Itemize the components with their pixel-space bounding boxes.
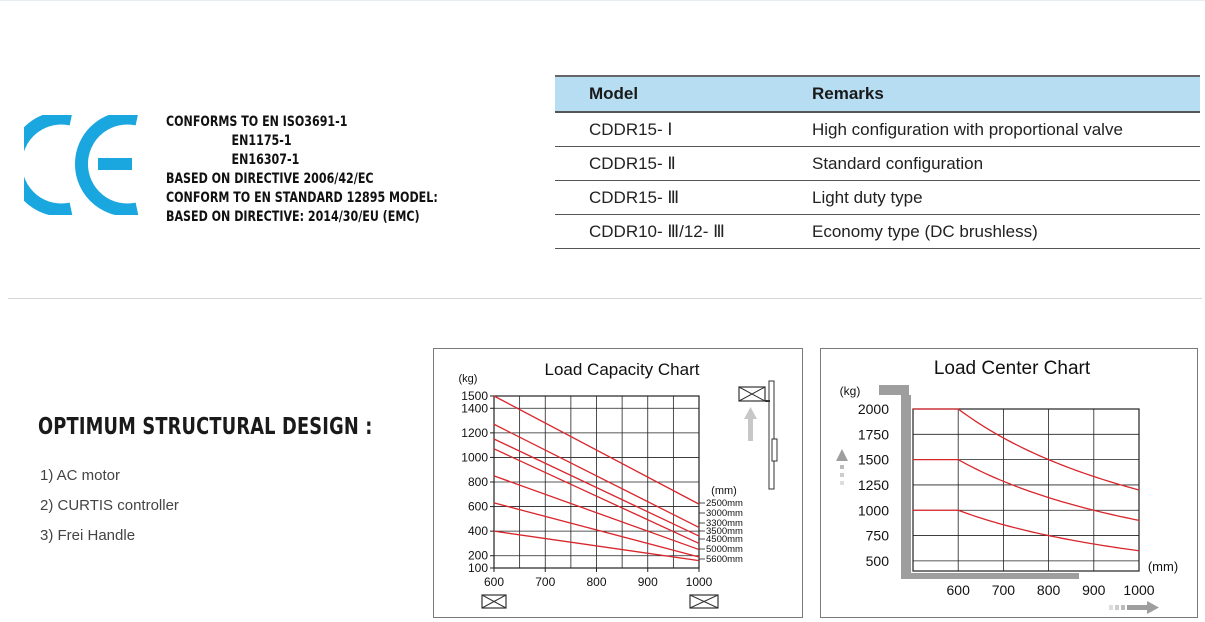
table-row (555, 147, 1200, 181)
y-tick-label: 1000 (857, 502, 889, 519)
y-tick-label: 1200 (461, 425, 488, 440)
conformity-line: BASED ON DIRECTIVE 2006/42/EC (166, 171, 374, 187)
up-arrow-icon (836, 449, 848, 485)
model-cell: CDDR15- Ⅰ (555, 112, 778, 147)
y-tick-label: 750 (865, 527, 889, 544)
ce-mark-logo (24, 115, 144, 215)
feature-item: 3) Frei Handle (40, 527, 136, 544)
y-tick-label: 500 (865, 552, 889, 569)
up-arrow-icon (744, 407, 757, 441)
x-tick-label: 700 (535, 575, 556, 589)
x-tick-label: 1000 (685, 575, 713, 589)
model-cell: CDDR15- Ⅱ (555, 147, 778, 181)
y-tick-label: 800 (467, 475, 488, 489)
conformity-line: EN1175-1 (166, 133, 292, 149)
pallet-icon (690, 595, 718, 608)
pallet-icon (482, 595, 506, 608)
x-tick-label: 900 (637, 575, 658, 589)
y-tick-label: 400 (467, 524, 488, 539)
load-capacity-chart-svg (434, 349, 802, 617)
y-axis-unit: (kg) (458, 373, 478, 385)
series-unit: (mm) (711, 485, 737, 497)
conformity-line: EN16307-1 (166, 152, 300, 168)
load-center-chart (820, 348, 1198, 618)
series-label: 5000mm (706, 544, 743, 555)
y-tick-label: 1750 (857, 426, 889, 443)
series-line (913, 409, 1139, 490)
table-row (555, 215, 1200, 249)
y-tick-label: 600 (467, 499, 488, 514)
y-tick-label: 1250 (857, 476, 889, 493)
remarks-cell: High configuration with proportional valve (778, 112, 1200, 147)
table-row (555, 181, 1200, 215)
top-border (0, 0, 1205, 1)
x-tick-label: 700 (991, 582, 1016, 598)
y-tick-label: 1500 (857, 451, 889, 468)
x-tick-label: 900 (1082, 582, 1106, 598)
series-label: 3000mm (706, 508, 743, 519)
model-cell: CDDR15- Ⅲ (555, 181, 778, 215)
conformity-line: BASED ON DIRECTIVE: 2014/30/EU (EMC) (166, 209, 420, 225)
x-tick-label: 600 (483, 575, 505, 589)
series-label: 2500mm (706, 498, 743, 509)
y-tick-label: 200 (467, 548, 488, 563)
forklift-mast-icon (739, 381, 777, 489)
conformity-line: CONFORMS TO EN ISO3691-1 (166, 114, 348, 130)
right-arrow-icon (1109, 601, 1159, 614)
x-axis-unit: (mm) (1147, 559, 1179, 574)
chart-title: Load Capacity Chart (544, 360, 700, 379)
feature-list (40, 466, 179, 556)
chart-title: Load Center Chart (933, 358, 1091, 379)
series-label: 4500mm (706, 534, 743, 545)
conformity-statement (166, 113, 438, 227)
y-tick-label: 1400 (461, 401, 488, 416)
column-header-remarks: Remarks (778, 76, 1200, 112)
feature-item: 2) CURTIS controller (40, 497, 179, 514)
table-header-row (555, 76, 1200, 112)
conformity-line: CONFORM TO EN STANDARD 12895 MODEL: (166, 190, 438, 206)
remarks-cell: Economy type (DC brushless) (778, 215, 1200, 249)
remarks-cell: Light duty type (778, 181, 1200, 215)
chart-tick-labels (461, 389, 743, 589)
remarks-cell: Standard configuration (778, 147, 1200, 181)
series-label: 5600mm (706, 554, 743, 565)
y-tick-label: 2000 (857, 401, 889, 417)
models-table (555, 75, 1200, 249)
x-tick-label: 800 (586, 575, 607, 589)
series-line (913, 510, 1139, 551)
y-tick-label: 1500 (461, 389, 488, 403)
x-tick-label: 1000 (1123, 582, 1155, 598)
x-tick-label: 800 (1036, 582, 1061, 598)
load-capacity-chart (433, 348, 803, 618)
y-tick-label: 100 (467, 561, 488, 575)
y-axis-unit: (kg) (839, 384, 861, 398)
load-center-chart-svg (821, 349, 1197, 617)
table-row (555, 112, 1200, 147)
column-header-model: Model (555, 76, 778, 112)
feature-item: 1) AC motor (40, 467, 121, 484)
section-divider (8, 298, 1202, 299)
section-heading: OPTIMUM STRUCTURAL DESIGN : (38, 414, 373, 440)
model-cell: CDDR10- Ⅲ/12- Ⅲ (555, 215, 778, 249)
y-tick-label: 1000 (461, 450, 488, 465)
series-line (913, 460, 1139, 521)
series-label: 3300mm (706, 518, 743, 529)
chart-series-lines (913, 409, 1139, 551)
series-label: 3500mm (706, 526, 743, 537)
x-tick-label: 600 (946, 582, 970, 598)
